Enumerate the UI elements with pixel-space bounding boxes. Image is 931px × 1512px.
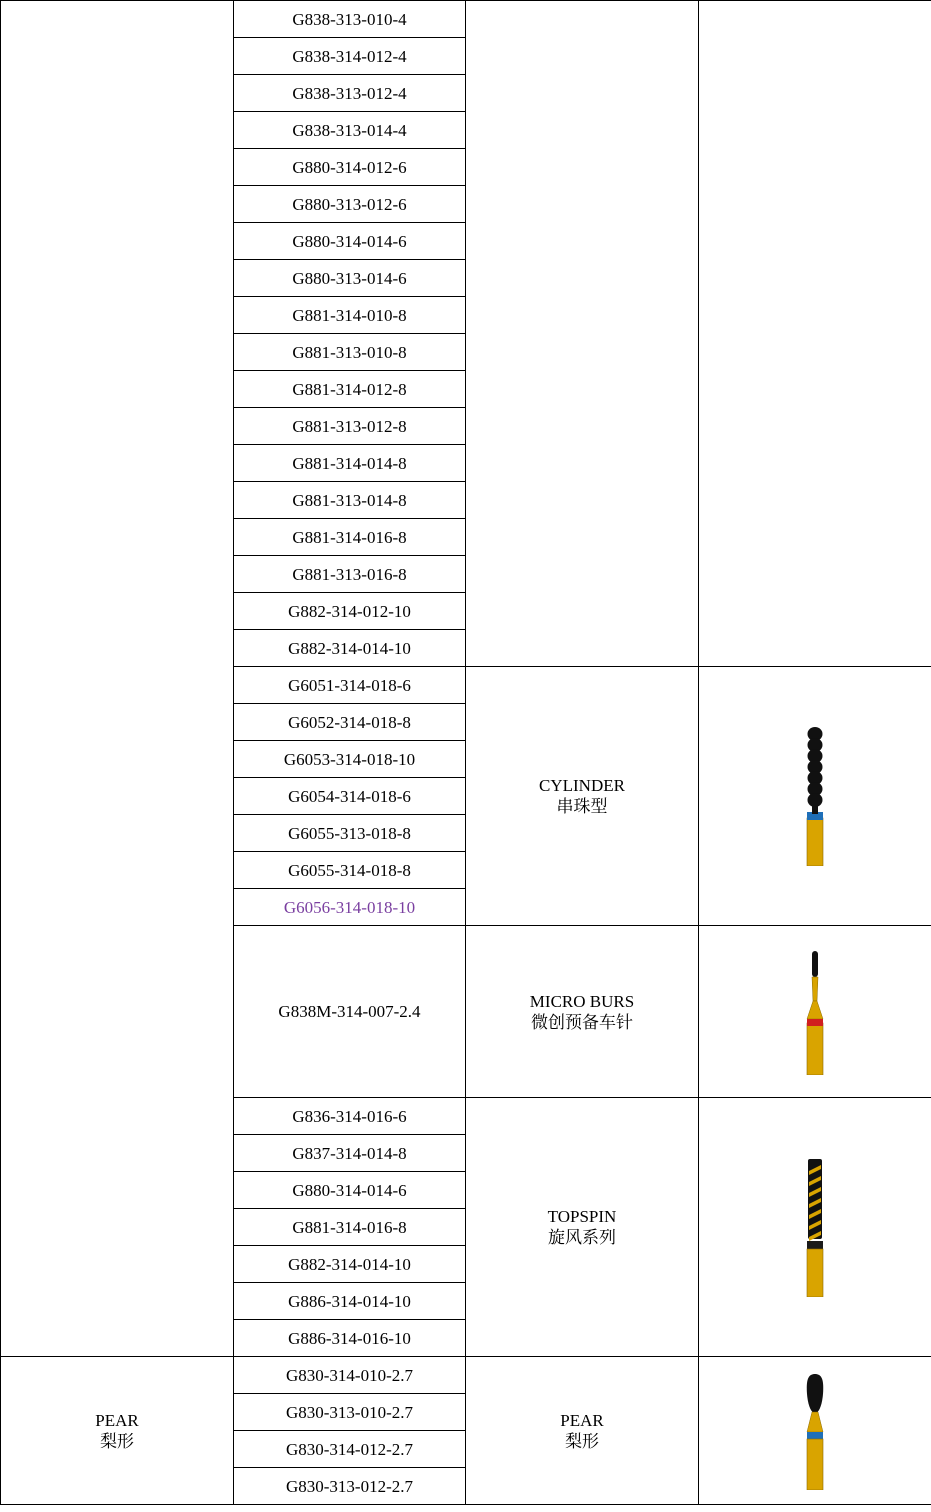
type-label	[466, 1098, 699, 1357]
product-code-cell	[234, 1172, 466, 1209]
product-code-cell	[234, 741, 466, 778]
type-label	[466, 667, 699, 926]
product-code: G830-314-010-2.7	[285, 1365, 413, 1385]
product-code-cell	[234, 519, 466, 556]
product-code-cell	[234, 260, 466, 297]
product-code: G6056-314-018-10	[283, 897, 416, 917]
product-code: G881-314-010-8	[292, 305, 407, 325]
product-code-cell	[234, 371, 466, 408]
bur-shank	[807, 1249, 823, 1297]
product-code: G881-313-014-8	[292, 490, 407, 510]
product-code-cell	[234, 1209, 466, 1246]
bur-head	[812, 951, 818, 977]
bur-image-cell	[699, 926, 931, 1098]
shape-label	[1, 1357, 234, 1505]
product-code-cell	[234, 1320, 466, 1357]
product-code-cell	[234, 334, 466, 371]
product-code-cell	[234, 75, 466, 112]
product-code: G6053-314-018-10	[283, 749, 416, 769]
type-label-en: PEAR	[560, 1410, 604, 1430]
product-code-cell	[234, 667, 466, 704]
product-code: G6054-314-018-6	[288, 786, 411, 806]
product-code-cell	[234, 1246, 466, 1283]
product-code: G881-314-016-8	[292, 527, 407, 547]
product-code: G830-313-012-2.7	[285, 1476, 413, 1496]
product-code: G881-314-014-8	[292, 453, 407, 473]
product-code: G882-314-014-10	[288, 1254, 411, 1274]
type-label-en: MICRO BURS	[529, 991, 635, 1011]
product-code-cell	[234, 445, 466, 482]
type-label-cn: 旋风系列	[548, 1228, 616, 1247]
beaded-cylinder-bur-icon	[699, 726, 931, 866]
product-code-cell	[234, 1135, 466, 1172]
product-code-cell	[234, 630, 466, 667]
product-code: G838-313-012-4	[292, 83, 407, 103]
shape-cell-continued	[1, 1, 234, 1357]
product-code-cell	[234, 38, 466, 75]
product-code: G6055-314-018-8	[288, 860, 411, 880]
product-code-cell	[234, 1, 466, 38]
bur-image-cell	[699, 667, 931, 926]
bur-image-cell	[699, 1098, 931, 1357]
product-code-cell	[234, 778, 466, 815]
shape-label-en: PEAR	[95, 1410, 139, 1430]
table-row	[1, 1, 931, 38]
type-label-cn: 梨形	[565, 1431, 599, 1451]
product-code-cell	[234, 223, 466, 260]
type-label-cn: 微创预备车针	[531, 1012, 633, 1032]
spiral-bur-icon	[699, 1157, 931, 1297]
table-row	[1, 1357, 931, 1394]
product-code-cell	[234, 1098, 466, 1135]
product-code: G880-314-014-6	[292, 231, 407, 251]
product-code-cell	[234, 482, 466, 519]
product-code-cell	[234, 408, 466, 445]
pear-bur-icon	[699, 1372, 931, 1490]
product-code: G838-313-014-4	[292, 120, 407, 140]
product-code: G837-314-014-8	[292, 1143, 407, 1163]
bur-neck	[812, 977, 818, 1001]
product-code-cell	[234, 1431, 466, 1468]
bur-head	[807, 1374, 823, 1414]
bur-taper	[807, 1001, 823, 1019]
product-code-cell	[234, 593, 466, 630]
type-label-en: TOPSPIN	[547, 1207, 617, 1226]
product-code-cell	[234, 1283, 466, 1320]
product-code: G880-314-012-6	[292, 157, 407, 177]
product-code: G830-314-012-2.7	[285, 1439, 413, 1459]
bur-shank	[807, 818, 823, 866]
product-code-cell	[234, 889, 466, 926]
type-label-cn: 串珠型	[556, 797, 608, 816]
bur-color-band	[807, 1019, 823, 1026]
product-code: G830-313-010-2.7	[285, 1402, 413, 1422]
type-label	[466, 926, 699, 1098]
product-code-cell	[234, 297, 466, 334]
product-code-cell	[234, 815, 466, 852]
product-code-cell	[234, 556, 466, 593]
bur-color-band	[807, 1241, 823, 1249]
product-code: G838-313-010-4	[292, 9, 407, 29]
image-cell-continued	[699, 1, 931, 667]
micro-bur-icon	[699, 949, 931, 1075]
bur-shank	[807, 1439, 823, 1490]
product-code: G880-313-014-6	[292, 268, 407, 288]
type-label-en: CYLINDER	[539, 776, 625, 795]
product-code: G836-314-016-6	[292, 1106, 407, 1126]
product-code-cell	[234, 704, 466, 741]
product-code: G882-314-012-10	[288, 601, 411, 621]
product-code: G6055-313-018-8	[288, 823, 411, 843]
product-code: G6051-314-018-6	[288, 675, 411, 695]
product-code-cell	[234, 1394, 466, 1431]
type-label	[466, 1357, 699, 1505]
product-code: G886-314-016-10	[288, 1328, 411, 1348]
product-code: G881-313-012-8	[292, 416, 407, 436]
product-code-cell	[234, 112, 466, 149]
product-code: G886-314-014-10	[288, 1291, 411, 1311]
product-code-cell	[234, 1357, 466, 1394]
product-code: G881-313-010-8	[292, 342, 407, 362]
product-code: G882-314-014-10	[288, 638, 411, 658]
product-code: G838-314-012-4	[292, 46, 407, 66]
product-code: G881-313-016-8	[292, 564, 407, 584]
product-code: G838M-314-007-2.4	[278, 1002, 421, 1021]
product-code-cell	[234, 1468, 466, 1505]
bur-taper	[807, 1412, 823, 1432]
bur-shank	[807, 1023, 823, 1075]
product-code-cell	[234, 852, 466, 889]
product-code: G6052-314-018-8	[288, 712, 411, 732]
bur-neck	[812, 804, 818, 814]
bur-image-cell	[699, 1357, 931, 1505]
bur-color-band	[807, 1432, 823, 1439]
product-code: G881-314-016-8	[292, 1217, 407, 1237]
product-code: G881-314-012-8	[292, 379, 407, 399]
product-code: G880-313-012-6	[292, 194, 407, 214]
type-cell-continued	[466, 1, 699, 667]
product-code: G880-314-014-6	[292, 1180, 407, 1200]
product-code-cell	[234, 149, 466, 186]
product-code-cell	[234, 186, 466, 223]
product-code-cell	[234, 926, 466, 1098]
shape-label-cn: 梨形	[100, 1431, 134, 1451]
